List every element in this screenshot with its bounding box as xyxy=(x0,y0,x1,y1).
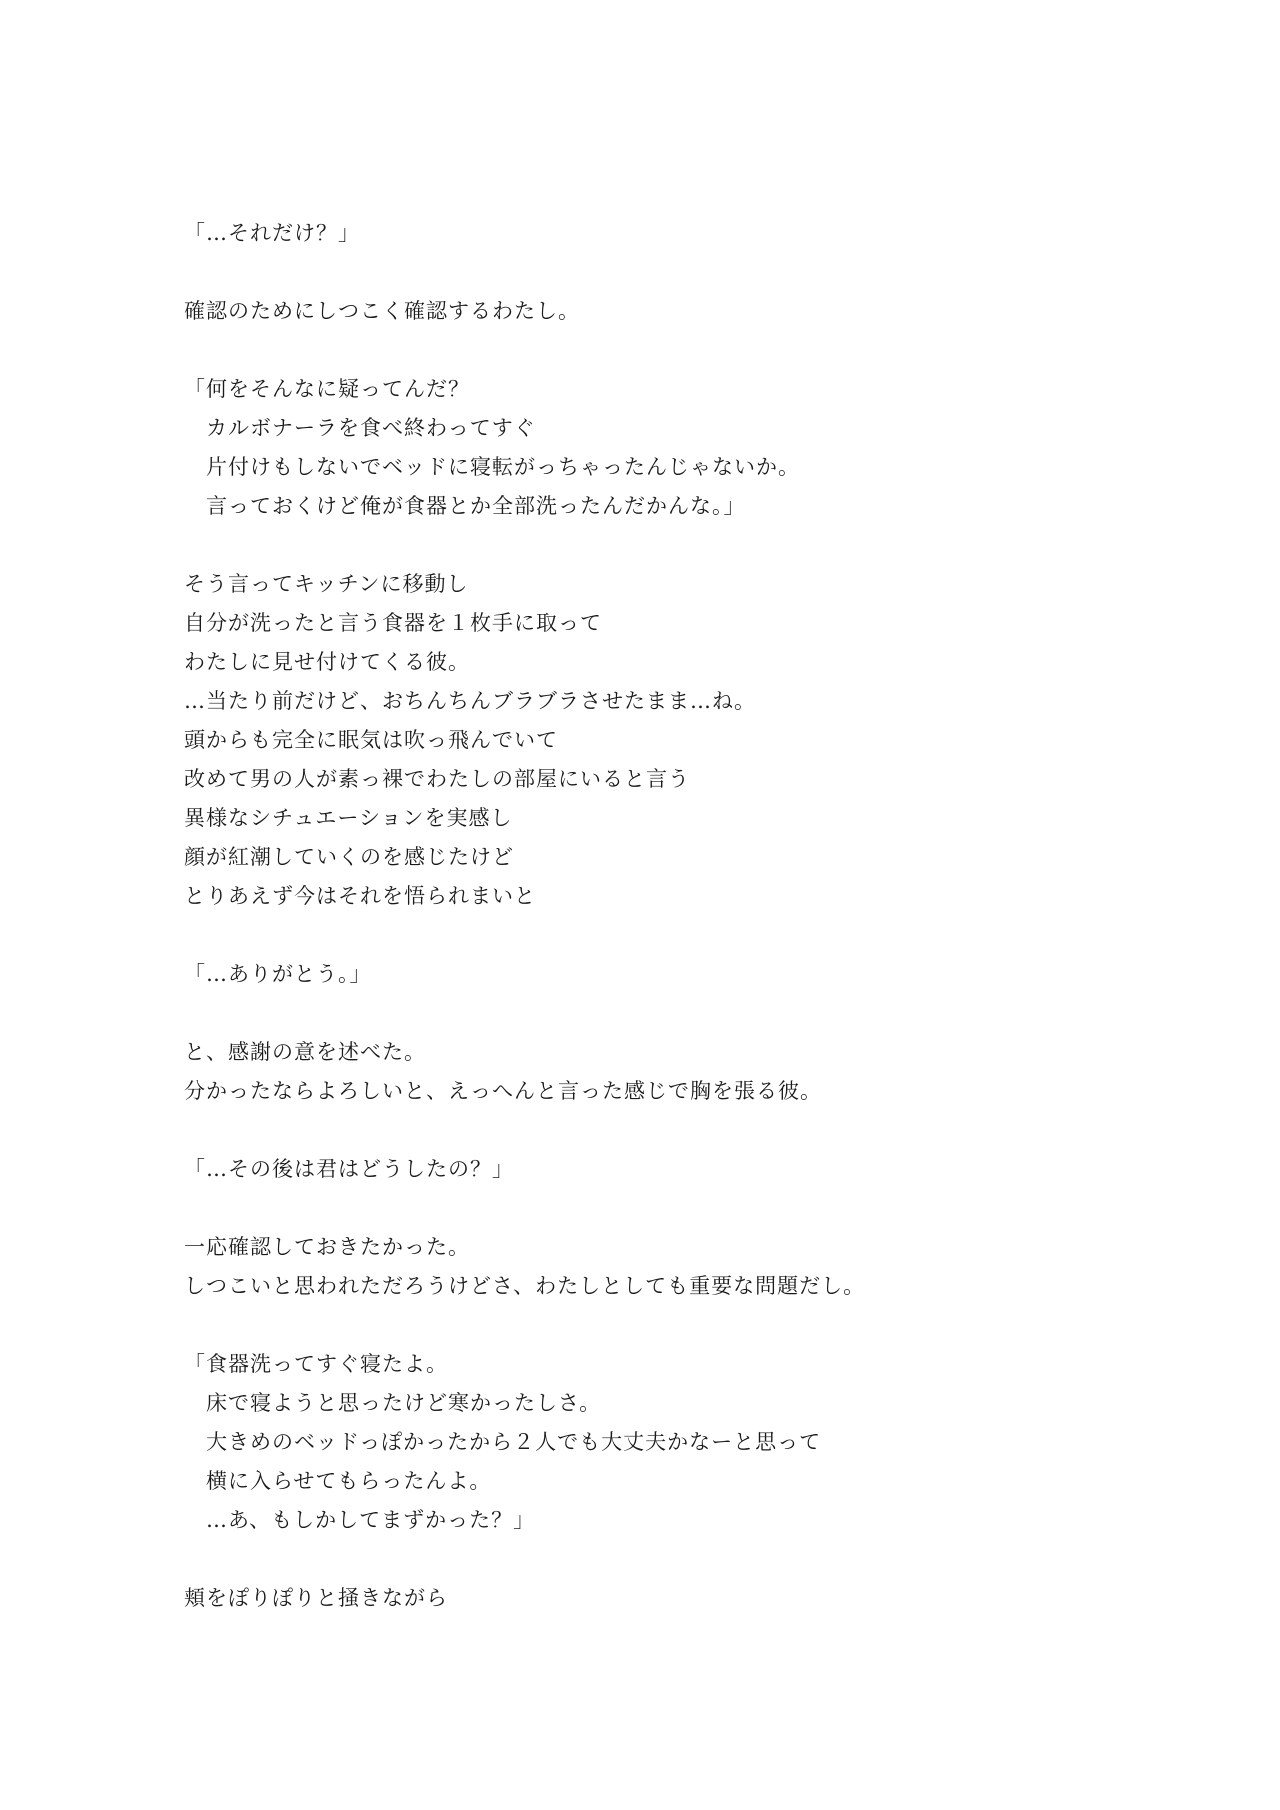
text-line: 自分が洗ったと言う食器を１枚手に取って xyxy=(184,611,602,635)
text-line: 「何をそんなに疑ってんだ？ xyxy=(184,377,470,401)
blank-line xyxy=(184,1306,1164,1345)
text-line: とりあえず今はそれを悟られまいと xyxy=(184,884,536,908)
blank-line xyxy=(184,253,1164,292)
text-line: 顔が紅潮していくのを感じたけど xyxy=(184,845,514,869)
blank-line xyxy=(184,916,1164,955)
blank-line xyxy=(184,1189,1164,1228)
text-line: 言っておくけど俺が食器とか全部洗ったんだかんな。」 xyxy=(206,494,746,518)
text-line: 改めて男の人が素っ裸でわたしの部屋にいると言う xyxy=(184,767,690,791)
text-line: 片付けもしないでベッドに寝転がっちゃったんじゃないか。 xyxy=(206,455,800,479)
text-line: そう言ってキッチンに移動し xyxy=(184,572,469,596)
text-line: 異様なシチュエーションを実感し xyxy=(184,806,513,830)
text-line: 床で寝ようと思ったけど寒かったしさ。 xyxy=(206,1391,602,1415)
blank-line xyxy=(184,1540,1164,1579)
text-line: …あ、もしかしてまずかった？」 xyxy=(206,1508,536,1532)
text-line: 分かったならよろしいと、えっへんと言った感じで胸を張る彼。 xyxy=(184,1079,822,1103)
text-line: 頬をぽりぽりと掻きながら xyxy=(184,1586,448,1610)
blank-line xyxy=(184,331,1164,370)
text-line: わたしに見せ付けてくる彼。 xyxy=(184,650,470,674)
text-line: 「…ありがとう。」 xyxy=(184,962,372,986)
blank-line xyxy=(184,1111,1164,1150)
text-line: 「食器洗ってすぐ寝たよ。 xyxy=(184,1352,448,1376)
text-line: 横に入らせてもらったんよ。 xyxy=(206,1469,492,1493)
text-line: 「…その後は君はどうしたの？」 xyxy=(184,1157,514,1181)
text-line: …当たり前だけど、おちんちんブラブラさせたまま…ね。 xyxy=(184,689,756,713)
blank-line xyxy=(184,526,1164,565)
text-line: と、感謝の意を述べた。 xyxy=(184,1040,426,1064)
text-line: しつこいと思われただろうけどさ、わたしとしても重要な問題だし。 xyxy=(184,1274,866,1298)
text-line: 一応確認しておきたかった。 xyxy=(184,1235,470,1259)
text-line: 確認のためにしつこく確認するわたし。 xyxy=(184,299,580,323)
text-line: カルボナーラを食べ終わってすぐ xyxy=(206,416,536,440)
story-text xyxy=(184,214,1164,1618)
text-line: 頭からも完全に眠気は吹っ飛んでいて xyxy=(184,728,558,752)
text-line: 「…それだけ？」 xyxy=(184,221,360,245)
blank-line xyxy=(184,994,1164,1033)
text-line: 大きめのベッドっぽかったから２人でも大丈夫かなーと思って xyxy=(206,1430,822,1454)
